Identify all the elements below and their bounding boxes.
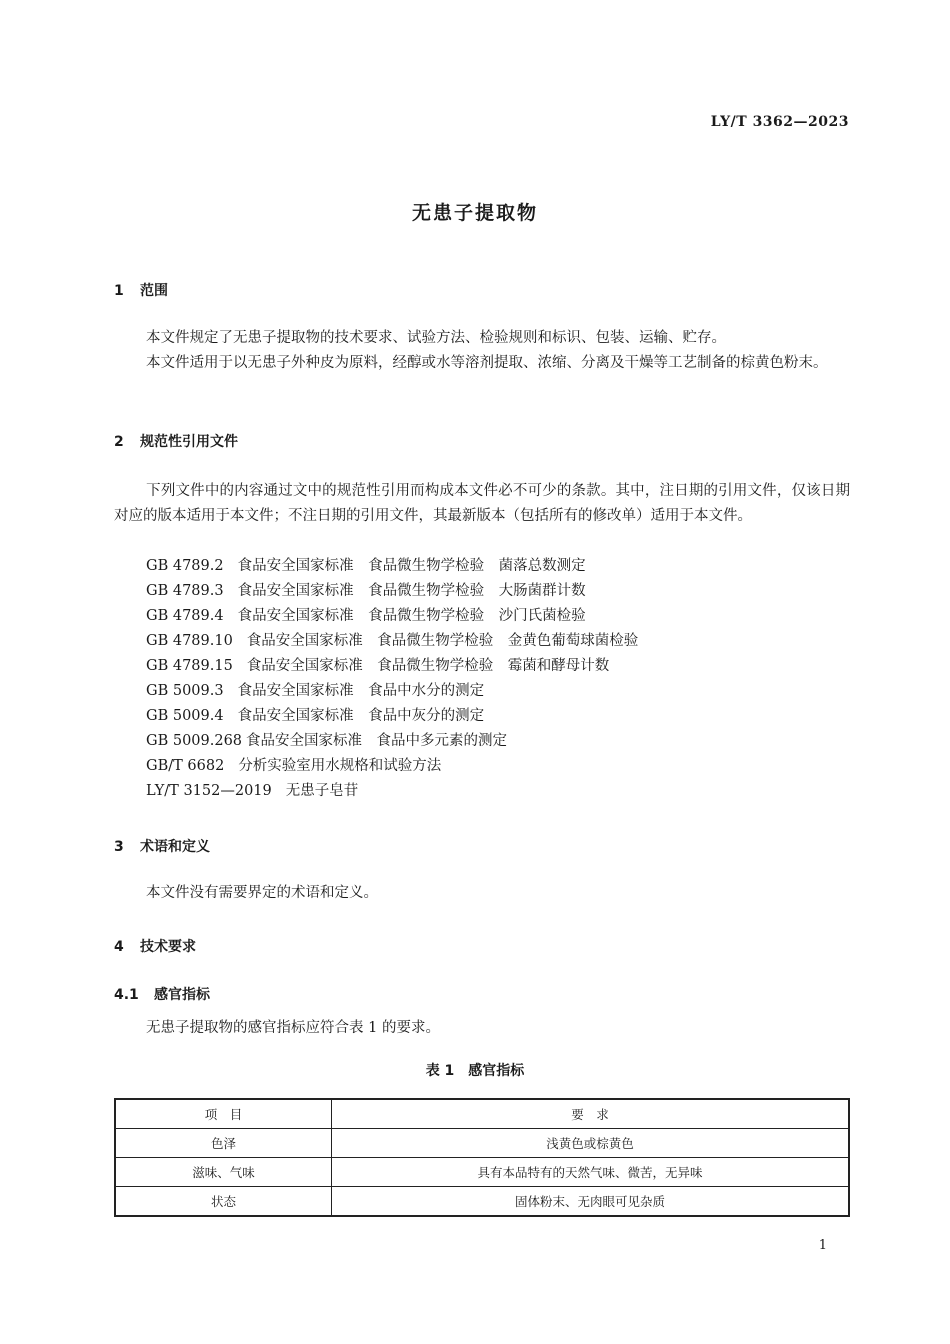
- reference-item: [146, 779, 358, 804]
- reference-title: 食品安全国家标准 食品中多元素的测定: [246, 733, 508, 749]
- section-title: 感官指标: [154, 987, 210, 1003]
- table-cell: 滋味、气味: [115, 1158, 332, 1187]
- section-number: 1: [114, 283, 124, 299]
- table-cell: 固体粉末、无肉眼可见杂质: [332, 1187, 850, 1217]
- reference-title: 食品安全国家标准 食品微生物学检验 金黄色葡萄球菌检验: [246, 633, 639, 649]
- reference-title: 食品安全国家标准 食品微生物学检验 霉菌和酵母计数: [246, 658, 610, 674]
- section-1-heading: [114, 280, 168, 300]
- reference-title: 分析实验室用水规格和试验方法: [238, 758, 442, 774]
- section-number: 2: [114, 434, 124, 450]
- section-title: 范围: [140, 283, 168, 299]
- section-1-paragraph-2: [114, 351, 850, 376]
- table-caption: 表 1 感官指标: [425, 1063, 525, 1079]
- table-row: [115, 1187, 849, 1217]
- reference-code: GB/T 6682: [146, 758, 225, 774]
- reference-code: GB 4789.15: [146, 658, 233, 674]
- reference-code: GB 5009.268: [146, 733, 243, 749]
- reference-title: 食品安全国家标准 食品中水分的测定: [237, 683, 485, 699]
- table-cell: 色泽: [115, 1129, 332, 1158]
- section-3-heading: [114, 836, 210, 856]
- reference-item: [146, 754, 441, 779]
- section-number: 4: [114, 939, 124, 955]
- reference-code: GB 4789.3: [146, 583, 224, 599]
- reference-title: 食品安全国家标准 食品微生物学检验 菌落总数测定: [237, 558, 586, 574]
- section-2-paragraph-1: [114, 479, 850, 529]
- reference-item: [146, 704, 484, 729]
- reference-title: 无患子皂苷: [285, 783, 359, 799]
- table-cell: 具有本品特有的天然气味、微苦，无异味: [332, 1158, 850, 1187]
- reference-title: 食品安全国家标准 食品中灰分的测定: [237, 708, 485, 724]
- reference-item: [146, 629, 638, 654]
- paragraph-text: 下列文件中的内容通过文中的规范性引用而构成本文件必不可少的条款。其中，注日期的引用文件，仅该日期对应的版本适用于本文件；不注日期的引用文件，其最新版本（包括所有的修改单）适用于本文件。: [114, 483, 850, 524]
- section-number: 4.1: [114, 987, 139, 1003]
- reference-item: [146, 679, 484, 704]
- table-row: [115, 1158, 849, 1187]
- table-header-cell: 要 求: [332, 1099, 850, 1129]
- section-3-paragraph-1: [114, 881, 850, 906]
- paragraph-text: 本文件适用于以无患子外种皮为原料，经醇或水等溶剂提取、浓缩、分离及干燥等工艺制备的棕黄色粉末。: [146, 355, 828, 371]
- section-title: 术语和定义: [140, 839, 210, 855]
- reference-code: GB 4789.10: [146, 633, 233, 649]
- section-title: 规范性引用文件: [140, 434, 238, 450]
- table-cell: 浅黄色或棕黄色: [332, 1129, 850, 1158]
- reference-item: [146, 654, 609, 679]
- reference-title: 食品安全国家标准 食品微生物学检验 沙门氏菌检验: [237, 608, 586, 624]
- table-cell: 状态: [115, 1187, 332, 1217]
- document-title: 无患子提取物: [411, 202, 538, 224]
- section-2-heading: [114, 431, 238, 451]
- reference-title: 食品安全国家标准 食品微生物学检验 大肠菌群计数: [237, 583, 586, 599]
- section-1-paragraph-1: [114, 326, 850, 351]
- paragraph-text: 无患子提取物的感官指标应符合表 1 的要求。: [146, 1020, 440, 1036]
- sensory-index-table: [114, 1098, 850, 1217]
- reference-code: GB 5009.3: [146, 683, 224, 699]
- reference-code: LY/T 3152—2019: [146, 783, 272, 799]
- paragraph-text: 本文件没有需要界定的术语和定义。: [146, 885, 378, 901]
- reference-item: [146, 579, 586, 604]
- paragraph-text: 本文件规定了无患子提取物的技术要求、试验方法、检验规则和标识、包装、运输、贮存。: [146, 330, 726, 346]
- reference-code: GB 4789.2: [146, 558, 224, 574]
- section-4-1-heading: [114, 984, 210, 1004]
- section-number: 3: [114, 839, 124, 855]
- reference-code: GB 5009.4: [146, 708, 224, 724]
- reference-item: [146, 729, 507, 754]
- section-4-1-paragraph-1: [114, 1016, 850, 1041]
- table-header-row: [115, 1099, 849, 1129]
- table-header-cell: 项 目: [115, 1099, 332, 1129]
- reference-code: GB 4789.4: [146, 608, 224, 624]
- section-4-heading: [114, 936, 196, 956]
- page-number: 1: [818, 1238, 827, 1253]
- table-row: [115, 1129, 849, 1158]
- standard-number: LY/T 3362—2023: [710, 114, 849, 130]
- reference-item: [146, 604, 586, 629]
- reference-item: [146, 554, 586, 579]
- section-title: 技术要求: [140, 939, 196, 955]
